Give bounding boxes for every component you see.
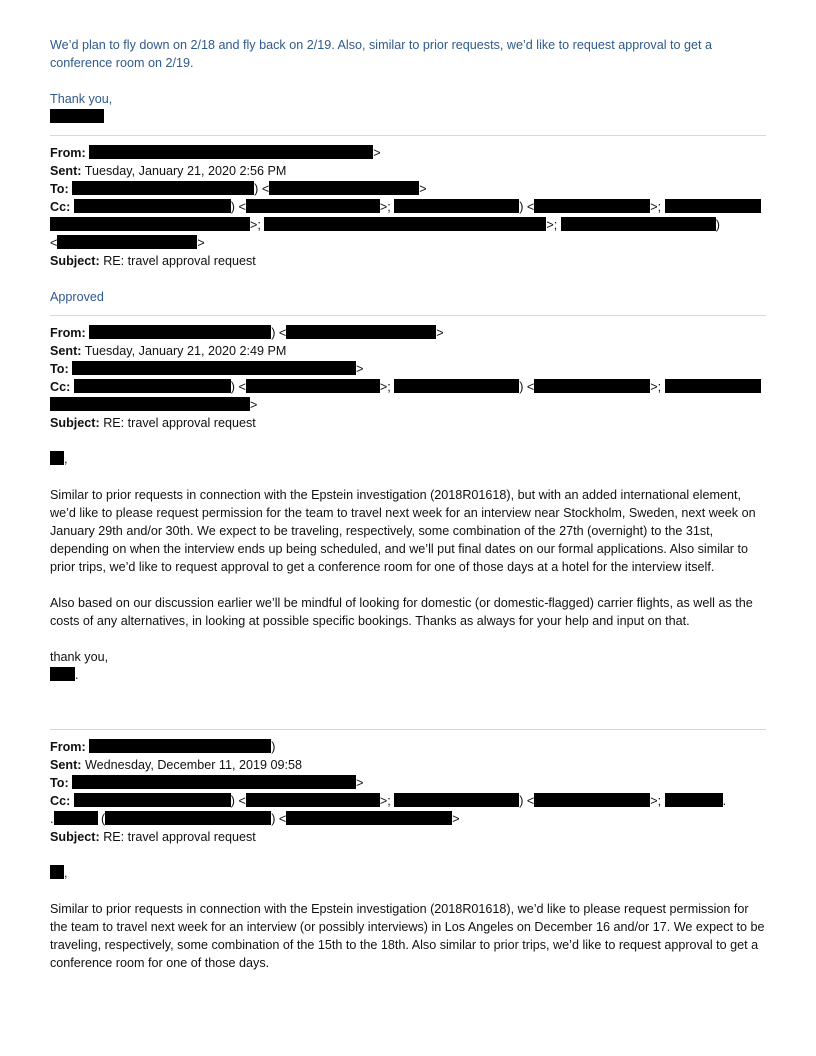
redaction-block (394, 199, 519, 213)
redaction-block (246, 379, 380, 393)
punct: >; (650, 380, 662, 394)
redaction-block (394, 379, 519, 393)
reply-thanks: Thank you, (50, 92, 113, 106)
subject-value: RE: travel approval request (103, 830, 256, 844)
redaction-block (665, 793, 723, 807)
to-label: To: (50, 362, 69, 376)
to-label: To: (50, 776, 69, 790)
punct: ) (715, 218, 720, 232)
cc-label: Cc: (50, 380, 71, 394)
reply-paragraph: We’d plan to fly down on 2/18 and fly back on 2/19. Also, similar to prior requests, we’d like to request approval to get a conference room on 2/19. (50, 38, 713, 70)
email-body-paragraph: Similar to prior requests in connection with the Epstein investigation (2018R01618), but with an added international element, we’d like to please request permission for the team to travel next week for an interview near Stockholm, Sweden, next week on January 29th and/or 30th. We expect to be traveling, respectively, some combination of the 27th (overnight) to the 31st, depending on when the interview ends up being scheduled, and we’ll put final dates on our formal applications. Also similar to prior trips, we’d like to request approval to get a conference room for one of those days at a hotel for the interview itself. (50, 488, 756, 574)
sent-label: Sent: (50, 164, 82, 178)
punct: >; (379, 380, 391, 394)
redaction-block (665, 379, 761, 393)
subject-label: Subject: (50, 830, 100, 844)
redaction-block (50, 865, 64, 879)
email-thread (50, 36, 766, 972)
redaction-block (50, 397, 250, 411)
sent-value: Tuesday, January 21, 2020 2:49 PM (84, 344, 287, 358)
subject-label: Subject: (50, 254, 100, 268)
punct: ) < (230, 380, 246, 394)
sent-value: Wednesday, December 11, 2019 09:58 (84, 758, 303, 772)
from-label: From: (50, 740, 86, 754)
email-header-1 (50, 144, 766, 270)
redaction-block (74, 199, 231, 213)
punct: >; (379, 200, 391, 214)
from-label: From: (50, 146, 86, 160)
punct: ) < (271, 812, 287, 826)
redaction-block (72, 361, 356, 375)
redaction-block (72, 775, 356, 789)
punct: ) < (519, 794, 535, 808)
email-header-2 (50, 324, 766, 432)
redaction-block (561, 217, 716, 231)
redaction-block (50, 217, 250, 231)
redaction-block (50, 451, 64, 465)
redaction-block (72, 181, 254, 195)
punct: ( (101, 812, 106, 826)
cc-label: Cc: (50, 794, 71, 808)
redaction-block (246, 199, 380, 213)
redaction-block (105, 811, 271, 825)
email-body: Approved (50, 290, 104, 304)
punct: ) < (230, 200, 246, 214)
closing: thank you, (50, 650, 109, 664)
punct: > (356, 362, 364, 376)
email-body-paragraph: Also based on our discussion earlier we’ll be mindful of looking for domestic (or domestic-flagged) carrier flights, as well as the costs of any alternatives, in looking at possible specific bookings. Thanks as always for your help and input on that. (50, 596, 753, 628)
divider (50, 729, 766, 730)
redaction-block (534, 379, 650, 393)
redaction-block (89, 325, 271, 339)
redaction-block (50, 667, 75, 681)
redaction-block (54, 811, 98, 825)
punct: ) < (254, 182, 270, 196)
from-label: From: (50, 326, 86, 340)
cc-label: Cc: (50, 200, 71, 214)
punct: > (452, 812, 460, 826)
punct: ) < (230, 794, 246, 808)
redaction-block (286, 811, 452, 825)
punct: ) < (519, 200, 535, 214)
divider (50, 135, 766, 136)
punct: ) < (271, 326, 287, 340)
redaction-block (534, 199, 650, 213)
punct: >; (379, 794, 391, 808)
punct: > (419, 182, 427, 196)
punct: >; (546, 218, 558, 232)
redaction-block (246, 793, 380, 807)
to-label: To: (50, 182, 69, 196)
punct: ) (271, 740, 276, 754)
redaction-block (89, 739, 271, 753)
punct: ) < (519, 380, 535, 394)
redaction-block (57, 235, 197, 249)
punct: > (250, 398, 258, 412)
subject-value: RE: travel approval request (103, 416, 256, 430)
punct: < (50, 236, 58, 250)
greeting-punct: , (64, 452, 68, 466)
sent-value: Tuesday, January 21, 2020 2:56 PM (84, 164, 287, 178)
redaction-block (264, 217, 546, 231)
sent-label: Sent: (50, 758, 82, 772)
punct: >; (650, 794, 662, 808)
redaction-block (534, 793, 650, 807)
punct: > (356, 776, 364, 790)
punct: >; (250, 218, 261, 232)
greeting-punct: , (64, 866, 68, 880)
punct: >; (650, 200, 662, 214)
redaction-block (89, 145, 373, 159)
redaction-block (286, 325, 436, 339)
divider (50, 315, 766, 316)
redaction-block (74, 793, 231, 807)
redaction-block (394, 793, 519, 807)
punct: > (373, 146, 381, 160)
signature-punct: . (75, 668, 79, 682)
email-body-paragraph: Similar to prior requests in connection with the Epstein investigation (2018R01618), we’d like to please request permission for the team to travel next week for an interview (or possibly interviews) in Los Angeles on December 16 and/or 17. We expect to be traveling, respectively, some combination of the 15th to the 18th. Also similar to prior trips, we’d like to request approval to get a conference room for one of those days. (50, 902, 765, 970)
subject-value: RE: travel approval request (103, 254, 256, 268)
subject-label: Subject: (50, 416, 100, 430)
email-header-3 (50, 738, 766, 846)
sent-label: Sent: (50, 344, 82, 358)
redaction-block (50, 109, 104, 123)
redaction-block (269, 181, 419, 195)
punct: . (50, 812, 54, 826)
redaction-block (665, 199, 761, 213)
redaction-block (74, 379, 231, 393)
punct: > (197, 236, 205, 250)
punct: > (436, 326, 444, 340)
punct: . (722, 794, 727, 808)
